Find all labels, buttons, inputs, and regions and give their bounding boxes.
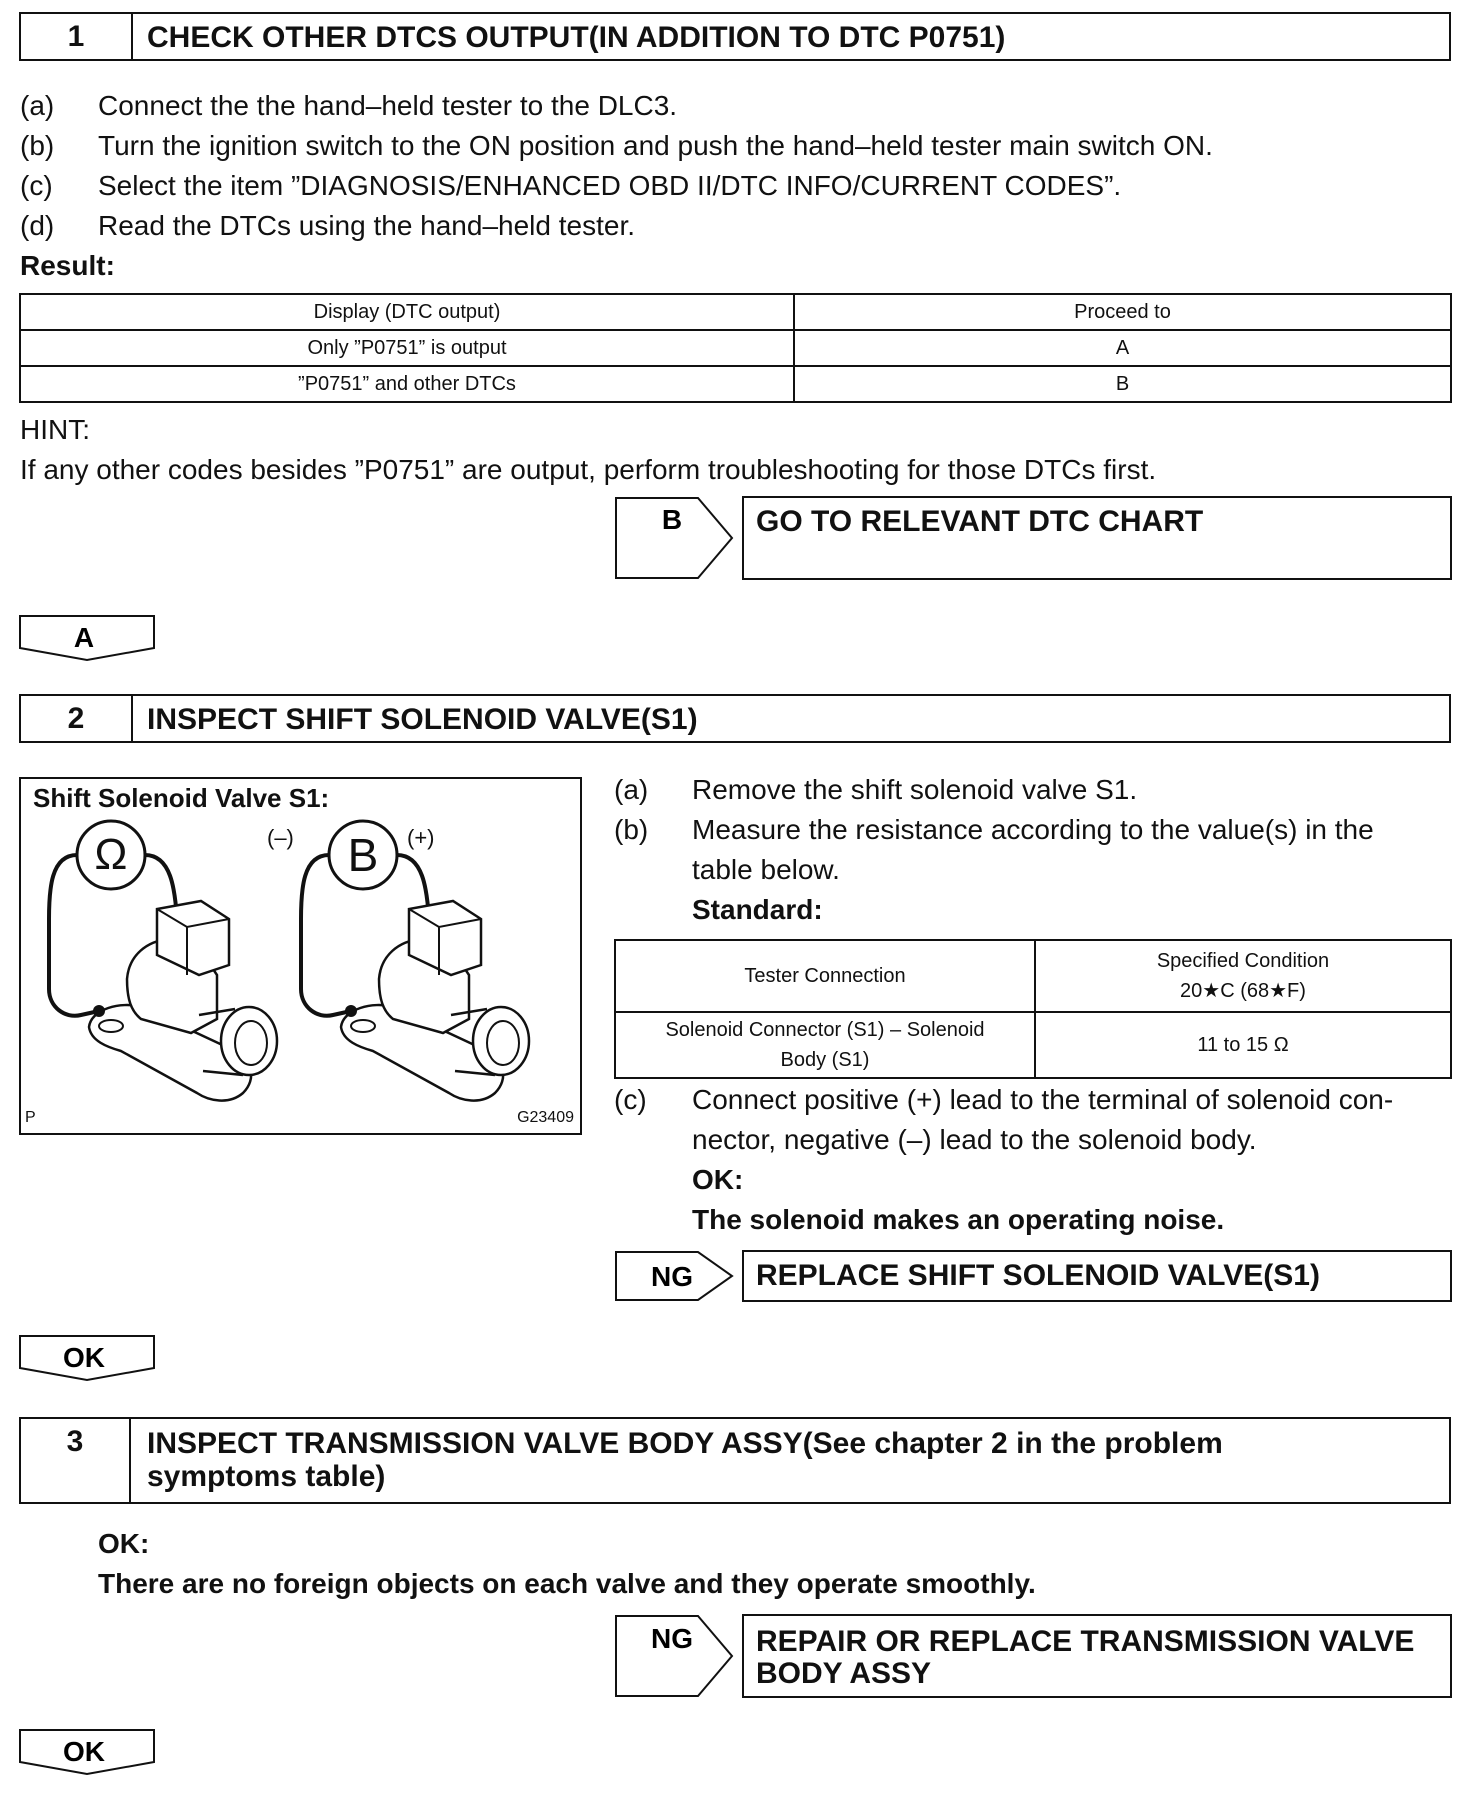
step-label: (c) <box>20 170 53 201</box>
tab-label: OK <box>63 1342 105 1373</box>
header-line: 20★C (68★F) <box>1180 980 1306 1002</box>
step-3-header <box>19 1417 1451 1504</box>
step-text: Connect positive (+) lead to the terminal of solenoid con- <box>692 1084 1394 1115</box>
step-2c <box>614 1080 1454 1160</box>
solenoid-illustration <box>19 777 582 1135</box>
step-1a <box>20 86 1440 126</box>
next-ok-tab <box>18 1334 156 1382</box>
hint-text: If any other codes besides ”P0751” are output, perform troubleshooting for those DTCs first. <box>20 454 1157 485</box>
step-label: (b) <box>614 814 649 845</box>
step-number: 1 <box>21 14 133 59</box>
step-text: table below. <box>692 854 840 885</box>
title-line: symptoms table) <box>147 1460 386 1493</box>
action-line: REPAIR OR REPLACE TRANSMISSION VALVE <box>756 1625 1415 1658</box>
figure-code: G23409 <box>517 1109 574 1126</box>
branch-ng-action <box>742 1250 1452 1302</box>
table-cell: B <box>794 366 1451 402</box>
table-header <box>1035 940 1451 1012</box>
step-1b <box>20 126 1440 166</box>
branch-b-action <box>742 496 1452 580</box>
branch-ng-arrow <box>614 1250 736 1302</box>
positive-label: (+) <box>407 825 435 850</box>
action-text: GO TO RELEVANT DTC CHART <box>756 505 1204 538</box>
table-cell: 11 to 15 Ω <box>1035 1012 1451 1078</box>
ok-text: There are no foreign objects on each valve and they operate smoothly. <box>98 1568 1036 1599</box>
branch-label: NG <box>651 1261 693 1292</box>
result-table <box>19 293 1452 403</box>
step-1c <box>20 166 1440 206</box>
ohm-symbol: Ω <box>94 830 128 879</box>
header-line: Specified Condition <box>1156 950 1330 972</box>
result-label: Result: <box>20 250 115 281</box>
step-2b <box>614 810 1454 890</box>
title-line: INSPECT TRANSMISSION VALVE BODY ASSY(See chapter 2 in the problem <box>147 1427 1223 1460</box>
illustration-title: Shift Solenoid Valve S1: <box>33 783 330 813</box>
step-number: 3 <box>21 1419 131 1502</box>
standard-table <box>614 939 1452 1079</box>
step-title: INSPECT SHIFT SOLENOID VALVE(S1) <box>147 703 698 736</box>
tab-label: OK <box>63 1736 105 1767</box>
cell-line: Solenoid Connector (S1) – Solenoid <box>665 1019 985 1041</box>
step-text: Measure the resistance according to the value(s) in the <box>692 814 1374 845</box>
hint-label: HINT: <box>20 414 90 445</box>
step-text: Read the DTCs using the hand–held tester. <box>98 210 636 241</box>
table-cell: ”P0751” and other DTCs <box>20 366 794 402</box>
table-header: Tester Connection <box>615 940 1035 1012</box>
step-label: (b) <box>20 130 55 161</box>
step-label: (d) <box>20 210 55 241</box>
step-title: CHECK OTHER DTCS OUTPUT(IN ADDITION TO DTC P0751) <box>147 21 1006 54</box>
step-title <box>147 1427 1441 1493</box>
table-cell: A <box>794 330 1451 366</box>
branch-ng-action <box>742 1614 1452 1698</box>
negative-label: (–) <box>267 825 294 850</box>
step-text: Remove the shift solenoid valve S1. <box>692 774 1138 805</box>
action-line: BODY ASSY <box>756 1657 932 1690</box>
step-1-header <box>19 12 1451 61</box>
corner-label: P <box>25 1109 36 1126</box>
table-row <box>20 366 1451 402</box>
ok-label: OK: <box>98 1528 150 1559</box>
ok-text: The solenoid makes an operating noise. <box>692 1204 1225 1235</box>
table-cell: Only ”P0751” is output <box>20 330 794 366</box>
cell-line: Body (S1) <box>780 1049 870 1071</box>
step-label: (a) <box>614 774 649 805</box>
branch-label: B <box>661 504 683 535</box>
action-text: REPLACE SHIFT SOLENOID VALVE(S1) <box>756 1259 1320 1292</box>
table-header: Display (DTC output) <box>20 294 794 330</box>
standard-label: Standard: <box>692 894 823 925</box>
table-row <box>615 1012 1451 1078</box>
branch-ng-arrow <box>614 1614 736 1698</box>
step-text: Select the item ”DIAGNOSIS/ENHANCED OBD II/DTC INFO/CURRENT CODES”. <box>98 170 1122 201</box>
ok-label: OK: <box>692 1164 744 1195</box>
next-a-tab <box>18 614 156 662</box>
step-label: (c) <box>614 1084 647 1115</box>
battery-symbol: B <box>347 829 379 881</box>
step-text: Turn the ignition switch to the ON position and push the hand–held tester main switch ON. <box>98 130 1213 161</box>
table-row <box>20 330 1451 366</box>
step-label: (a) <box>20 90 55 121</box>
step-2-header <box>19 694 1451 743</box>
step-text: nector, negative (–) lead to the solenoid body. <box>692 1124 1257 1155</box>
step-1d <box>20 206 1440 246</box>
step-text: Connect the the hand–held tester to the DLC3. <box>98 90 678 121</box>
table-cell <box>615 1012 1035 1078</box>
tab-label: A <box>73 622 95 653</box>
step-number: 2 <box>21 696 133 741</box>
branch-b-arrow <box>614 496 736 580</box>
branch-label: NG <box>651 1623 693 1654</box>
next-ok-tab <box>18 1728 156 1776</box>
table-header: Proceed to <box>794 294 1451 330</box>
step-2a <box>614 770 1454 810</box>
